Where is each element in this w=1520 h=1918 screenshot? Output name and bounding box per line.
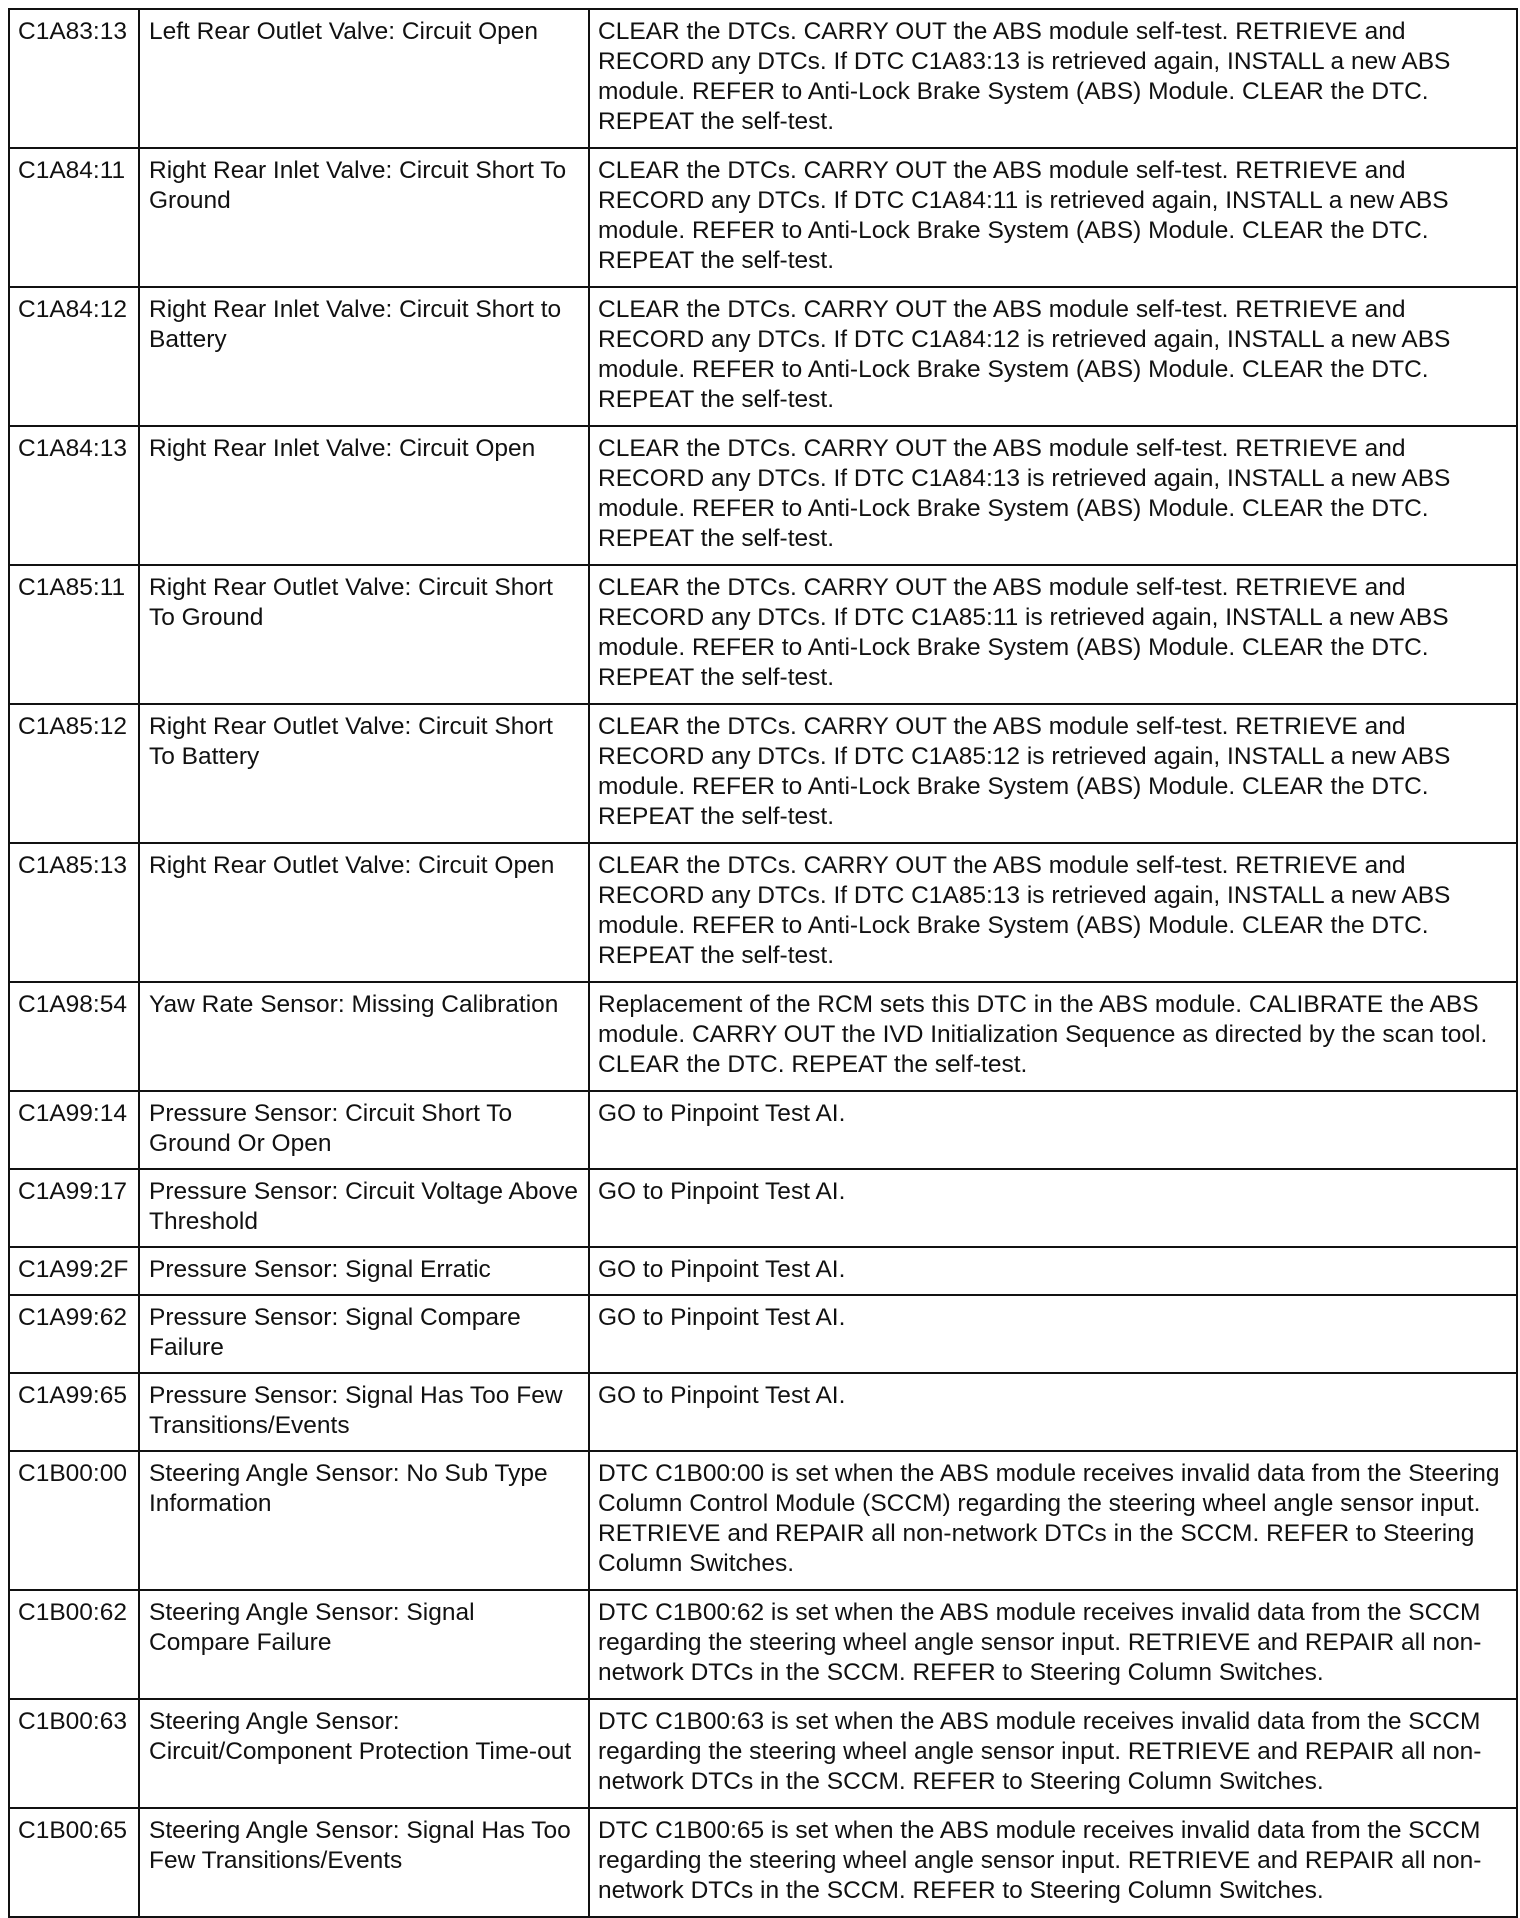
dtc-code: C1B00:63 bbox=[9, 1699, 139, 1808]
dtc-description: Pressure Sensor: Circuit Short To Ground Or Open bbox=[139, 1091, 589, 1169]
dtc-action: GO to Pinpoint Test AI. bbox=[589, 1247, 1517, 1295]
dtc-code: C1A84:13 bbox=[9, 426, 139, 565]
dtc-code: C1A84:11 bbox=[9, 148, 139, 287]
table-row bbox=[9, 1451, 1517, 1590]
dtc-action: CLEAR the DTCs. CARRY OUT the ABS module self-test. RETRIEVE and RECORD any DTCs. If DTC C1A84:13 is retrieved again, INSTALL a new ABS module. REFER to Anti-Lock Brake System (ABS) Module. CLEAR the DTC. REPEAT the self-test. bbox=[589, 426, 1517, 565]
table-row bbox=[9, 1590, 1517, 1699]
dtc-code: C1B00:62 bbox=[9, 1590, 139, 1699]
dtc-description: Left Rear Outlet Valve: Circuit Open bbox=[139, 9, 589, 148]
dtc-description: Right Rear Inlet Valve: Circuit Short To Ground bbox=[139, 148, 589, 287]
dtc-description: Yaw Rate Sensor: Missing Calibration bbox=[139, 982, 589, 1091]
dtc-description: Pressure Sensor: Circuit Voltage Above Threshold bbox=[139, 1169, 589, 1247]
dtc-description: Pressure Sensor: Signal Has Too Few Transitions/Events bbox=[139, 1373, 589, 1451]
dtc-table-body bbox=[9, 9, 1517, 1917]
table-row bbox=[9, 1808, 1517, 1917]
table-row bbox=[9, 565, 1517, 704]
dtc-code: C1A99:17 bbox=[9, 1169, 139, 1247]
dtc-code: C1A84:12 bbox=[9, 287, 139, 426]
dtc-action: CLEAR the DTCs. CARRY OUT the ABS module self-test. RETRIEVE and RECORD any DTCs. If DTC C1A84:11 is retrieved again, INSTALL a new ABS module. REFER to Anti-Lock Brake System (ABS) Module. CLEAR the DTC. REPEAT the self-test. bbox=[589, 148, 1517, 287]
dtc-description: Right Rear Outlet Valve: Circuit Short To Ground bbox=[139, 565, 589, 704]
dtc-action: GO to Pinpoint Test AI. bbox=[589, 1169, 1517, 1247]
dtc-code: C1A99:62 bbox=[9, 1295, 139, 1373]
dtc-code: C1A98:54 bbox=[9, 982, 139, 1091]
dtc-description: Right Rear Inlet Valve: Circuit Short to Battery bbox=[139, 287, 589, 426]
table-row bbox=[9, 1295, 1517, 1373]
dtc-action: CLEAR the DTCs. CARRY OUT the ABS module self-test. RETRIEVE and RECORD any DTCs. If DTC C1A84:12 is retrieved again, INSTALL a new ABS module. REFER to Anti-Lock Brake System (ABS) Module. CLEAR the DTC. REPEAT the self-test. bbox=[589, 287, 1517, 426]
table-row bbox=[9, 1169, 1517, 1247]
table-row bbox=[9, 982, 1517, 1091]
table-row bbox=[9, 704, 1517, 843]
dtc-action: CLEAR the DTCs. CARRY OUT the ABS module self-test. RETRIEVE and RECORD any DTCs. If DTC C1A85:11 is retrieved again, INSTALL a new ABS module. REFER to Anti-Lock Brake System (ABS) Module. CLEAR the DTC. REPEAT the self-test. bbox=[589, 565, 1517, 704]
dtc-table bbox=[8, 8, 1518, 1918]
dtc-description: Right Rear Inlet Valve: Circuit Open bbox=[139, 426, 589, 565]
table-row bbox=[9, 1091, 1517, 1169]
dtc-description: Steering Angle Sensor: Signal Has Too Few Transitions/Events bbox=[139, 1808, 589, 1917]
dtc-description: Right Rear Outlet Valve: Circuit Open bbox=[139, 843, 589, 982]
dtc-action: GO to Pinpoint Test AI. bbox=[589, 1295, 1517, 1373]
dtc-code: C1B00:00 bbox=[9, 1451, 139, 1590]
table-row bbox=[9, 843, 1517, 982]
dtc-description: Steering Angle Sensor: Circuit/Component Protection Time-out bbox=[139, 1699, 589, 1808]
dtc-action: Replacement of the RCM sets this DTC in the ABS module. CALIBRATE the ABS module. CARRY OUT the IVD Initialization Sequence as directed by the scan tool. CLEAR the DTC. REPEAT the self-test. bbox=[589, 982, 1517, 1091]
dtc-code: C1A99:2F bbox=[9, 1247, 139, 1295]
dtc-code: C1A99:14 bbox=[9, 1091, 139, 1169]
table-row bbox=[9, 287, 1517, 426]
table-row bbox=[9, 1699, 1517, 1808]
table-row bbox=[9, 9, 1517, 148]
dtc-code: C1A85:13 bbox=[9, 843, 139, 982]
dtc-description: Pressure Sensor: Signal Erratic bbox=[139, 1247, 589, 1295]
dtc-action: DTC C1B00:62 is set when the ABS module receives invalid data from the SCCM regarding the steering wheel angle sensor input. RETRIEVE and REPAIR all non-network DTCs in the SCCM. REFER to Steering Column Switches. bbox=[589, 1590, 1517, 1699]
dtc-action: CLEAR the DTCs. CARRY OUT the ABS module self-test. RETRIEVE and RECORD any DTCs. If DTC C1A85:13 is retrieved again, INSTALL a new ABS module. REFER to Anti-Lock Brake System (ABS) Module. CLEAR the DTC. REPEAT the self-test. bbox=[589, 843, 1517, 982]
dtc-description: Right Rear Outlet Valve: Circuit Short To Battery bbox=[139, 704, 589, 843]
dtc-description: Steering Angle Sensor: No Sub Type Information bbox=[139, 1451, 589, 1590]
dtc-action: DTC C1B00:00 is set when the ABS module receives invalid data from the Steering Column Control Module (SCCM) regarding the steering wheel angle sensor input. RETRIEVE and REPAIR all non-network DTCs in the SCCM. REFER to Steering Column Switches. bbox=[589, 1451, 1517, 1590]
dtc-action: CLEAR the DTCs. CARRY OUT the ABS module self-test. RETRIEVE and RECORD any DTCs. If DTC C1A85:12 is retrieved again, INSTALL a new ABS module. REFER to Anti-Lock Brake System (ABS) Module. CLEAR the DTC. REPEAT the self-test. bbox=[589, 704, 1517, 843]
dtc-action: GO to Pinpoint Test AI. bbox=[589, 1373, 1517, 1451]
dtc-action: CLEAR the DTCs. CARRY OUT the ABS module self-test. RETRIEVE and RECORD any DTCs. If DTC C1A83:13 is retrieved again, INSTALL a new ABS module. REFER to Anti-Lock Brake System (ABS) Module. CLEAR the DTC. REPEAT the self-test. bbox=[589, 9, 1517, 148]
dtc-code: C1A85:12 bbox=[9, 704, 139, 843]
dtc-code: C1A99:65 bbox=[9, 1373, 139, 1451]
dtc-code: C1A85:11 bbox=[9, 565, 139, 704]
dtc-description: Steering Angle Sensor: Signal Compare Failure bbox=[139, 1590, 589, 1699]
table-row bbox=[9, 426, 1517, 565]
table-row bbox=[9, 1247, 1517, 1295]
table-row bbox=[9, 1373, 1517, 1451]
table-row bbox=[9, 148, 1517, 287]
dtc-code: C1B00:65 bbox=[9, 1808, 139, 1917]
dtc-code: C1A83:13 bbox=[9, 9, 139, 148]
dtc-action: DTC C1B00:63 is set when the ABS module receives invalid data from the SCCM regarding the steering wheel angle sensor input. RETRIEVE and REPAIR all non-network DTCs in the SCCM. REFER to Steering Column Switches. bbox=[589, 1699, 1517, 1808]
dtc-action: DTC C1B00:65 is set when the ABS module receives invalid data from the SCCM regarding the steering wheel angle sensor input. RETRIEVE and REPAIR all non-network DTCs in the SCCM. REFER to Steering Column Switches. bbox=[589, 1808, 1517, 1917]
dtc-description: Pressure Sensor: Signal Compare Failure bbox=[139, 1295, 589, 1373]
dtc-action: GO to Pinpoint Test AI. bbox=[589, 1091, 1517, 1169]
